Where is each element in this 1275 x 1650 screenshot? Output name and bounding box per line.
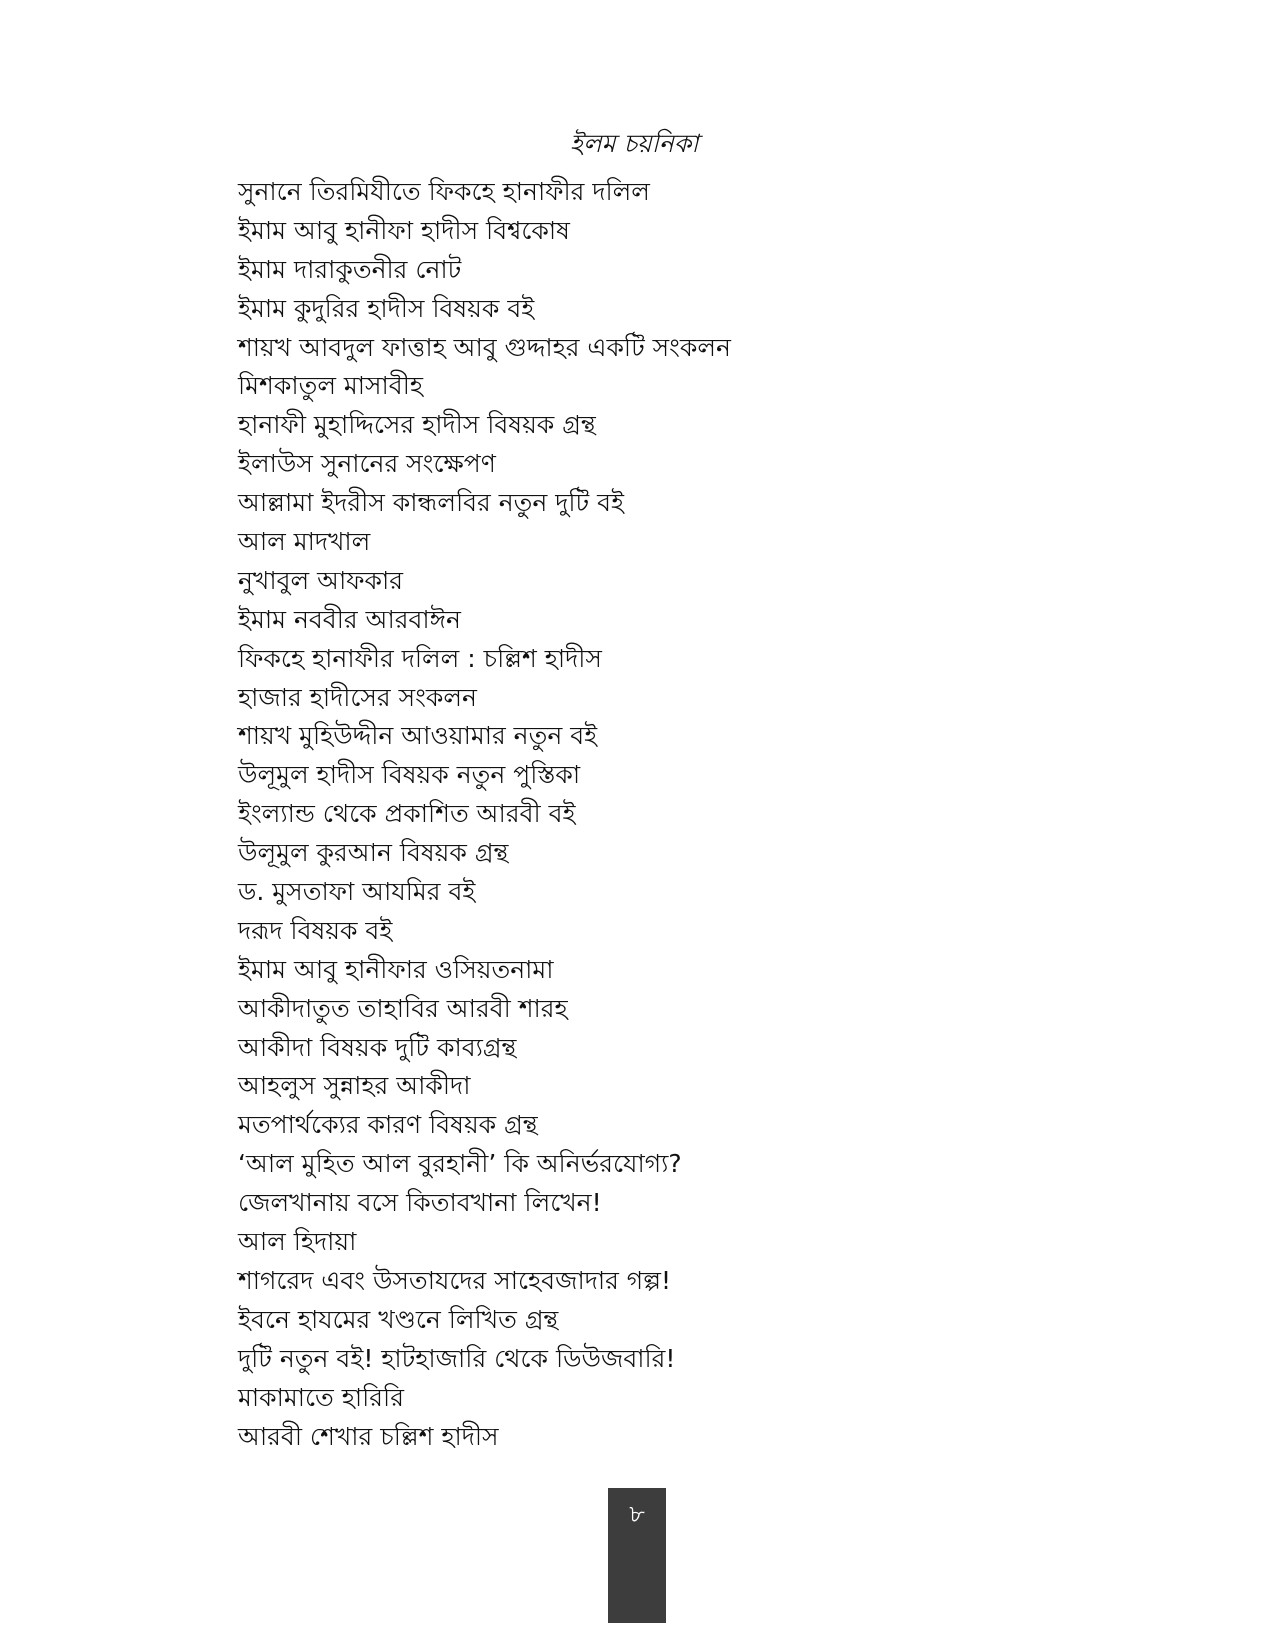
list-item: আকীদা বিষয়ক দুটি কাব্যগ্রন্থ [238,1032,517,1062]
page-number: ৮ [629,1500,645,1528]
list-item: ফিকহে হানাফীর দলিল : চল্লিশ হাদীস [238,643,602,673]
list-item: ‘আল মুহিত আল বুরহানী’ কি অনির্ভরযোগ্য? [238,1149,682,1179]
list-item: আল হিদায়া [238,1227,357,1257]
list-item: দুটি নতুন বই! হাটহাজারি থেকে ডিউজবারি! [238,1343,676,1373]
list-item: আহলুস সুন্নাহর আকীদা [238,1071,471,1101]
list-item: শাগরেদ এবং উসতাযদের সাহেবজাদার গল্প! [238,1265,672,1295]
list-item: ইংল্যান্ড থেকে প্রকাশিত আরবী বই [238,799,576,829]
list-item: ইমাম আবু হানীফা হাদীস বিশ্বকোষ [238,215,570,245]
list-item: আল মাদখাল [238,527,371,557]
list-item: আল্লামা ইদরীস কান্ধলবির নতুন দুটি বই [238,488,625,518]
list-item: হাজার হাদীসের সংকলন [238,682,477,712]
list-item: সুনানে তিরমিযীতে ফিকহে হানাফীর দলিল [238,177,650,206]
list-item: মাকামাতে হারিরি [238,1382,404,1412]
running-header: ইলম চয়নিকা [570,129,699,158]
list-item: ইমাম আবু হানীফার ওসিয়তনামা [238,954,554,984]
list-item: ইলাউস সুনানের সংক্ষেপণ [238,449,496,479]
page-number-tab [608,1488,666,1623]
list-item: শায়খ আবদুল ফাত্তাহ আবু গুদ্দাহর একটি সংকলন [238,332,731,362]
list-item: মতপার্থক্যের কারণ বিষয়ক গ্রন্থ [238,1110,538,1140]
list-item: উলূমুল কুরআন বিষয়ক গ্রন্থ [238,838,509,868]
list-item: ইমাম দারাকুতনীর নোট [238,254,462,284]
list-item: ড. মুসতাফা আযমির বই [238,877,476,907]
list-item: আকীদাতুত তাহাবির আরবী শারহ [238,993,568,1023]
list-item: ইমাম কুদুরির হাদীস বিষয়ক বই [238,293,535,323]
toc-list [238,173,938,1456]
list-item: উলূমুল হাদীস বিষয়ক নতুন পুস্তিকা [238,760,581,790]
list-item: দরূদ বিষয়ক বই [238,915,393,945]
list-item: আরবী শেখার চল্লিশ হাদীস [238,1421,499,1451]
list-item: হানাফী মুহাদ্দিসের হাদীস বিষয়ক গ্রন্থ [238,410,596,440]
list-item: মিশকাতুল মাসাবীহ [238,371,423,401]
list-item: জেলখানায় বসে কিতাবখানা লিখেন! [238,1188,602,1218]
list-item: ইবনে হাযমের খণ্ডনে লিখিত গ্রন্থ [238,1304,559,1334]
list-item: ইমাম নববীর আরবাঈন [238,604,461,634]
list-item: শায়খ মুহিউদ্দীন আওয়ামার নতুন বই [238,721,598,751]
list-item: নুখাবুল আফকার [238,565,404,595]
